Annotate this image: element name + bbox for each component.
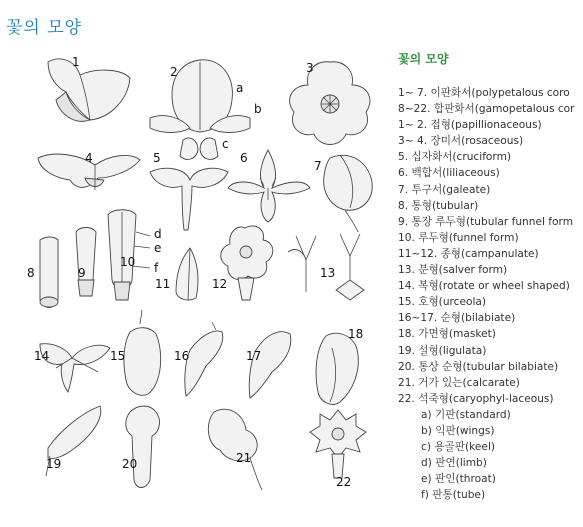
legend-part-item: e) 판인(throat) <box>421 473 496 486</box>
flower-3-drawing <box>290 62 370 145</box>
figure-number-22: 22 <box>336 475 352 489</box>
legend-item: 15. 호형(urceola) <box>398 296 487 309</box>
flower-9-drawing <box>76 228 96 297</box>
figure-number-14: 14 <box>34 349 50 363</box>
legend-item: 20. 통상 순형(tubular bilabiate) <box>398 360 559 373</box>
legend-item: 1~ 7. 이판화서(polypetalous coro <box>398 87 570 99</box>
legend-item: 18. 가면형(masket) <box>398 328 496 341</box>
flower-8-drawing <box>40 237 58 308</box>
flower-7-drawing <box>324 155 373 232</box>
figure-number-12: 12 <box>212 277 228 291</box>
legend-item: 19. 설형(ligulata) <box>398 344 487 357</box>
page-title: 꽃의 모양 <box>6 18 83 38</box>
figure-number-2: 2 <box>170 65 178 79</box>
flower-15-drawing <box>124 310 161 395</box>
flower-22-drawing <box>310 410 366 478</box>
flower-5-drawing <box>150 168 228 230</box>
flower-2-drawing <box>150 60 250 160</box>
legend-item: 8~22. 합판화서(gamopetalous cor <box>398 103 575 116</box>
figure-number-11: 11 <box>155 277 171 291</box>
flower-20-drawing <box>126 406 160 488</box>
legend-item: 1~ 2. 접형(papillionaceous) <box>398 119 542 132</box>
legend-item: 22. 석죽형(caryophyl-laceous) <box>398 392 554 405</box>
figure-number-9: 9 <box>78 266 86 280</box>
part-letter-f: f <box>154 261 159 275</box>
figure-number-5: 5 <box>153 151 161 165</box>
flower-17-drawing <box>249 332 291 398</box>
legend-item: 9. 통장 루두형(tubular funnel form <box>398 215 574 228</box>
part-letter-b: b <box>254 102 262 116</box>
figure-number-4: 4 <box>85 151 93 165</box>
figure-number-15: 15 <box>110 349 126 363</box>
part-letter-c: c <box>222 137 229 151</box>
figure-number-18: 18 <box>348 327 364 341</box>
figure-number-13: 13 <box>320 266 336 280</box>
figure-number-16: 16 <box>174 349 190 363</box>
legend-part-item: a) 기판(standard) <box>421 408 511 421</box>
legend-item: 10. 루두형(funnel form) <box>398 231 519 244</box>
flower-11-drawing <box>176 248 198 300</box>
flower-12-drawing <box>221 226 273 300</box>
legend-item: 13. 분형(salver form) <box>398 264 508 277</box>
figure-number-6: 6 <box>240 151 248 165</box>
legend-item: 8. 통형(tubular) <box>398 199 479 212</box>
legend-title: 꽃의 모양 <box>398 52 449 66</box>
figure-number-8: 8 <box>27 266 35 280</box>
flower-16-drawing <box>185 322 223 396</box>
legend-item: 6. 백합서(liliaceous) <box>398 167 500 180</box>
figure-number-7: 7 <box>314 159 322 173</box>
part-letter-d: d <box>154 227 162 241</box>
legend-item: 16~17. 순형(bilabiate) <box>398 312 516 325</box>
figure-number-20: 20 <box>122 457 138 471</box>
flower-21-drawing <box>208 409 262 490</box>
part-letter-a: a <box>236 81 244 95</box>
legend-item: 14. 복형(rotate or wheel shaped) <box>398 280 570 293</box>
figure-number-21: 21 <box>236 451 252 465</box>
legend-item: 7. 투구서(galeate) <box>398 183 491 196</box>
legend-part-item: b) 익판(wings) <box>421 424 495 437</box>
part-letter-e: e <box>154 241 162 255</box>
figure-number-19: 19 <box>46 457 62 471</box>
legend <box>398 50 583 503</box>
legend-item: 5. 십자화서(cruciform) <box>398 151 512 164</box>
legend-part-item: c) 용골판(keel) <box>421 441 496 454</box>
figure-number-3: 3 <box>306 61 314 75</box>
legend-part-item: f) 판통(tube) <box>421 489 486 502</box>
flower-1-drawing <box>48 59 130 121</box>
legend-item: 21. 거가 있는(calcarate) <box>398 376 520 389</box>
figure-number-17: 17 <box>246 349 262 363</box>
legend-item: 11~12. 종형(campanulate) <box>398 247 539 260</box>
legend-item: 3~ 4. 장미서(rosaceous) <box>398 135 524 148</box>
figure-number-10: 10 <box>120 255 136 269</box>
legend-part-item: d) 판연(limb) <box>421 457 487 470</box>
flower-18-drawing <box>316 333 358 404</box>
figure-number-1: 1 <box>72 55 80 69</box>
flower-14-drawing <box>40 344 110 392</box>
